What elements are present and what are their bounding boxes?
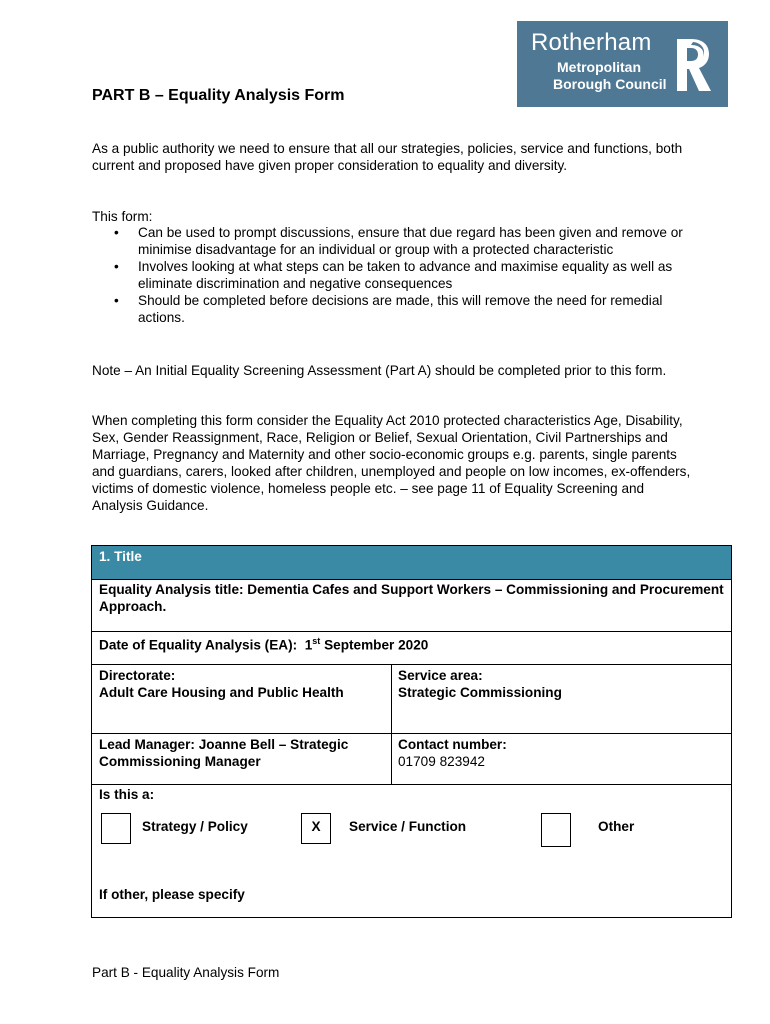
strategy-policy-label: Strategy / Policy [142,819,248,834]
list-item [92,258,692,292]
type-question-label: Is this a: [99,787,155,802]
date-label: Date of Equality Analysis (EA): [99,637,298,653]
row-divider [92,784,731,785]
service-area-value: Strategic Commissioning [398,685,562,700]
date-field[interactable] [92,633,731,654]
service-area-field[interactable] [391,667,731,701]
note-paragraph: Note – An Initial Equality Screening Assessment (Part A) should be completed prior to this form. [92,363,667,378]
row-divider [92,733,731,734]
r-emblem-icon [675,37,713,93]
other-checkbox[interactable] [541,813,571,847]
contact-label: Contact number: [398,737,507,752]
bullet-icon: • [114,259,119,274]
this-form-label: This form: [92,209,153,224]
list-item [92,224,692,258]
equality-analysis-form [91,545,732,918]
row-divider [92,631,731,632]
logo-line-2: Metropolitan [557,59,641,75]
page-footer: Part B - Equality Analysis Form [92,965,280,980]
other-specify-field[interactable]: If other, please specify [99,887,245,902]
directorate-label: Directorate: [99,668,176,683]
service-function-label: Service / Function [349,819,467,834]
logo-line-3: Borough Council [553,76,667,92]
analysis-title-field[interactable]: Equality Analysis title: Dementia Cafes and Support Workers – Commissioning and Procurement Approach. [99,582,724,614]
form-purpose-list [92,224,692,326]
service-area-label: Service area: [398,668,483,683]
bullet-icon: • [114,293,119,308]
page-title: PART B – Equality Analysis Form [92,87,345,104]
list-item-text: Should be completed before decisions are made, this will remove the need for remedial actions. [138,293,663,325]
date-day: 1 [304,637,313,653]
section-header: 1. Title [92,546,731,580]
strategy-policy-checkbox[interactable] [101,813,131,844]
other-label: Other [598,819,635,834]
date-value: September 2020 [324,637,429,653]
logo-line-1: Rotherham [531,29,652,56]
list-item-text: Can be used to prompt discussions, ensure that due regard has been given and remove or minimise disadvantage for an individual or group with a protected characteristic [138,225,683,257]
bullet-icon: • [114,225,119,240]
service-function-checkbox[interactable]: X [301,813,331,844]
intro-paragraph: As a public authority we need to ensure that all our strategies, policies, service and functions, both current and proposed have given proper consideration to equality and diversity. [92,141,683,173]
guidance-paragraph: When completing this form consider the Equality Act 2010 protected characteristics Age, Disability, Sex, Gender Reassignment, Race, Religion or Belief, Sexual Orientation, Civil Partnerships and Marriage, Pregnancy and Maternity and other socio-economic groups e.g. parents, single parents and guardians, carers, looked after children, unemployed and people on low incomes, ex-offenders, victims of domestic violence, homeless people etc. – see page 11 of Equality Screening and Analysis Guidance. [92,413,691,513]
list-item-text: Involves looking at what steps can be taken to advance and maximise equality as well as eliminate discrimination and negative consequences [138,259,673,291]
date-suffix: st [312,636,321,646]
directorate-field[interactable] [92,667,391,701]
list-item [92,292,692,326]
contact-number-field[interactable] [391,736,731,770]
column-divider [391,665,392,784]
row-divider [92,664,731,665]
contact-value: 01709 823942 [398,754,485,769]
council-logo [517,21,728,107]
lead-manager-field[interactable]: Lead Manager: Joanne Bell – Strategic Commissioning Manager [99,737,349,769]
directorate-value: Adult Care Housing and Public Health [99,685,344,700]
